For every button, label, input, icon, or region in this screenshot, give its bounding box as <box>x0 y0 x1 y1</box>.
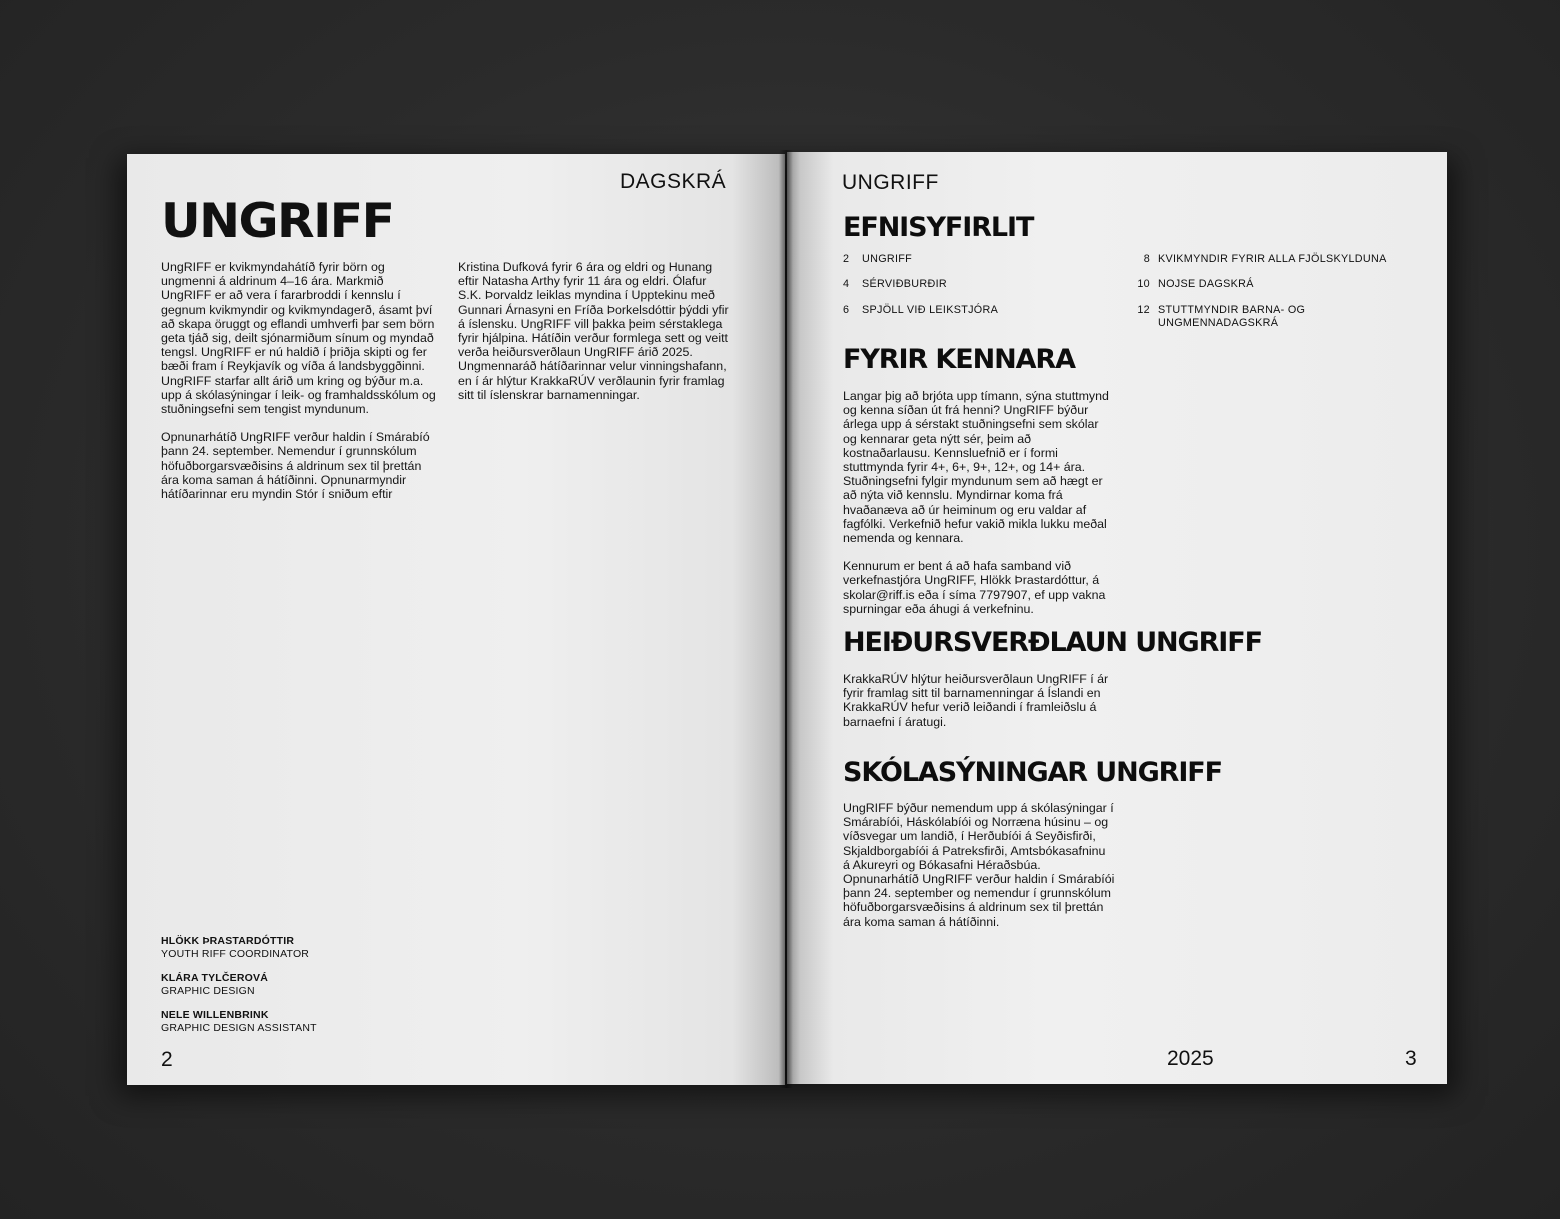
intro-column-1 <box>161 260 437 501</box>
credit-role: GRAPHIC DESIGN <box>161 985 255 997</box>
toc-label: SPJÖLL VIÐ LEIKSTJÓRA <box>862 303 999 316</box>
toc-item <box>843 304 1113 317</box>
toc-item <box>1129 253 1429 266</box>
credit-entry <box>161 935 317 961</box>
running-head-right: UNGRIFF <box>842 171 939 194</box>
toc-item <box>1129 278 1429 291</box>
section-body-school-screenings <box>843 801 1115 929</box>
intro-column-2 <box>458 260 732 402</box>
credit-entry <box>161 972 317 998</box>
toc-left-column <box>843 253 1113 317</box>
left-page <box>127 154 785 1085</box>
opening-paragraph: Opnunarhátíð UngRIFF verður haldin í Smárabíó þann 24. september. Nemendur í grunnskólum höfuðborgarsvæðisins á aldrinum sex til þrettán ára koma saman á hátíðinni. Opnunarmyndir hátíðarinnar eru myndin Stór í sniðum eftir <box>161 430 430 502</box>
section-paragraph: UngRIFF býður nemendum upp á skólasýningar í Smárabíói, Háskólabíói og Norræna húsinu – og víðsvegar um landið, í Herðubíói á Seyðisfirði, Skjaldborgabíói á Patreksfirði, Amtsbókasafninu á Akureyri og Bókasafni Héraðsbúa. Opnunarhátíð UngRIFF verður haldin í Smárabíói þann 24. september og nemendur í grunnskólum höfuðborgarsvæðisins á aldrinum sex til þrettán ára koma saman á hátíðinni. <box>843 801 1115 929</box>
page-number-right: 3 <box>1405 1047 1417 1070</box>
credit-entry <box>161 1009 317 1035</box>
gutter-shadow <box>779 150 793 1088</box>
toc-label: UNGRIFF <box>862 253 913 265</box>
toc-page-number: 10 <box>1137 278 1150 291</box>
section-title-school-screenings: SKÓLASÝNINGAR UNGRIFF <box>843 757 1222 788</box>
right-page <box>787 152 1447 1084</box>
toc-label: NOJSE DAGSKRÁ <box>1158 278 1254 291</box>
toc-label: SÉRVIÐBURÐIR <box>862 278 947 291</box>
continuation-paragraph: Kristina Dufková fyrir 6 ára og eldri og Hunang eftir Natasha Arthy fyrir 11 ára og eldri. Ólafur S.K. Þorvaldz leiklas myndina í Upptekinu með Gunnari Árnasyni en Fríða Þorkelsdóttir þýddi yfir á íslensku. UngRIFF vill þakka þeim sérstaklega fyrir hjálpina. Hátíðin verður formlega sett og veitt verða heiðursverðlaun UngRIFF árið 2025. Ungmennaráð hátíðarinnar velur vinningshafann, en í ár hlýtur KrakkaRÚV verðlaunin fyrir framlag sitt til íslenskrar barnamenningar. <box>458 260 729 402</box>
section-title-teachers: FYRIR KENNARA <box>843 344 1075 375</box>
toc-item <box>1129 304 1429 331</box>
toc-label: STUTTMYNDIR BARNA- OG UNGMENNADAGSKRÁ <box>1158 303 1306 330</box>
credit-role: YOUTH RIFF COORDINATOR <box>161 948 310 960</box>
page-title: UNGRIFF <box>161 194 394 249</box>
toc-label: KVIKMYNDIR FYRIR ALLA FJÖLSKYLDUNA <box>1158 253 1387 265</box>
credit-name: NELE WILLENBRINK <box>161 1009 269 1021</box>
toc-item <box>843 278 1113 291</box>
section-body-honorary-award <box>843 672 1113 729</box>
page-number-left: 2 <box>161 1048 173 1071</box>
year-label: 2025 <box>1167 1047 1214 1070</box>
toc-page-number: 12 <box>1137 303 1150 316</box>
credit-name: HLÖKK ÞRASTARDÓTTIR <box>161 935 295 947</box>
section-paragraph: Langar þig að brjóta upp tímann, sýna stuttmynd og kenna síðan út frá henni? UngRIFF býður árlega upp á sérstakt stuðningsefni sem skólar og kennarar geta nýtt sér, þeim að kostnaðarlausu. Kennsluefnið er í formi stuttmynda fyrir 4+, 6+, 9+, 12+, og 14+ ára. Stuðningsefni fylgir myndunum sem að hægt er að nýta við kennslu. Myndirnar koma frá hvaðanæva að úr heiminum og eru valdar af fagfólki. Verkefnið hefur vakið mikla lukku meðal nemenda og kennara. <box>843 389 1109 546</box>
toc-page-number: 2 <box>843 253 850 265</box>
intro-paragraph: UngRIFF er kvikmyndahátíð fyrir börn og ungmenni á aldrinum 4–16 ára. Markmið UngRIFF er að vera í fararbroddi í kennslu í gegnum kvikmyndir og kvikmyndagerð, ásamt því að skapa öruggt og eflandi umhverfi þar sem börn geta tjáð sig, deilt sjónarmiðum sínum og myndað tengsl. UngRIFF er nú haldið í þriðja skipti og fer bæði fram í Reykjavík og víða á landsbyggðinni. UngRIFF starfar allt árið um kring og býður m.a. upp á skólasýningar í leik- og framhaldsskólum og stuðningsefni sem tengist myndunum. <box>161 260 436 417</box>
section-paragraph: KrakkaRÚV hlýtur heiðursverðlaun UngRIFF í ár fyrir framlag sitt til barnamenningar á Íslandi en KrakkaRÚV hefur verið leiðandi í framleiðslu á barnaefni í áratugi. <box>843 672 1109 729</box>
section-body-teachers <box>843 389 1113 616</box>
toc-right-column <box>1129 253 1429 331</box>
toc-page-number: 4 <box>843 278 850 291</box>
toc-page-number: 6 <box>843 303 850 316</box>
toc-item <box>843 253 1113 266</box>
section-title-honorary-award: HEIÐURSVERÐLAUN UNGRIFF <box>843 627 1262 658</box>
credit-role: GRAPHIC DESIGN ASSISTANT <box>161 1022 317 1034</box>
credits <box>161 935 317 1035</box>
section-paragraph: Kennurum er bent á að hafa samband við verkefnastjóra UngRIFF, Hlökk Þrastardóttur, á skolar@riff.is eða í síma 7797907, ef upp vakna spurningar eða áhugi á verkefninu. <box>843 559 1106 616</box>
toc-title: EFNISYFIRLIT <box>843 212 1034 243</box>
toc-page-number: 8 <box>1143 253 1150 265</box>
credit-name: KLÁRA TYLČEROVÁ <box>161 972 269 984</box>
running-head-left: DAGSKRÁ <box>620 170 727 193</box>
